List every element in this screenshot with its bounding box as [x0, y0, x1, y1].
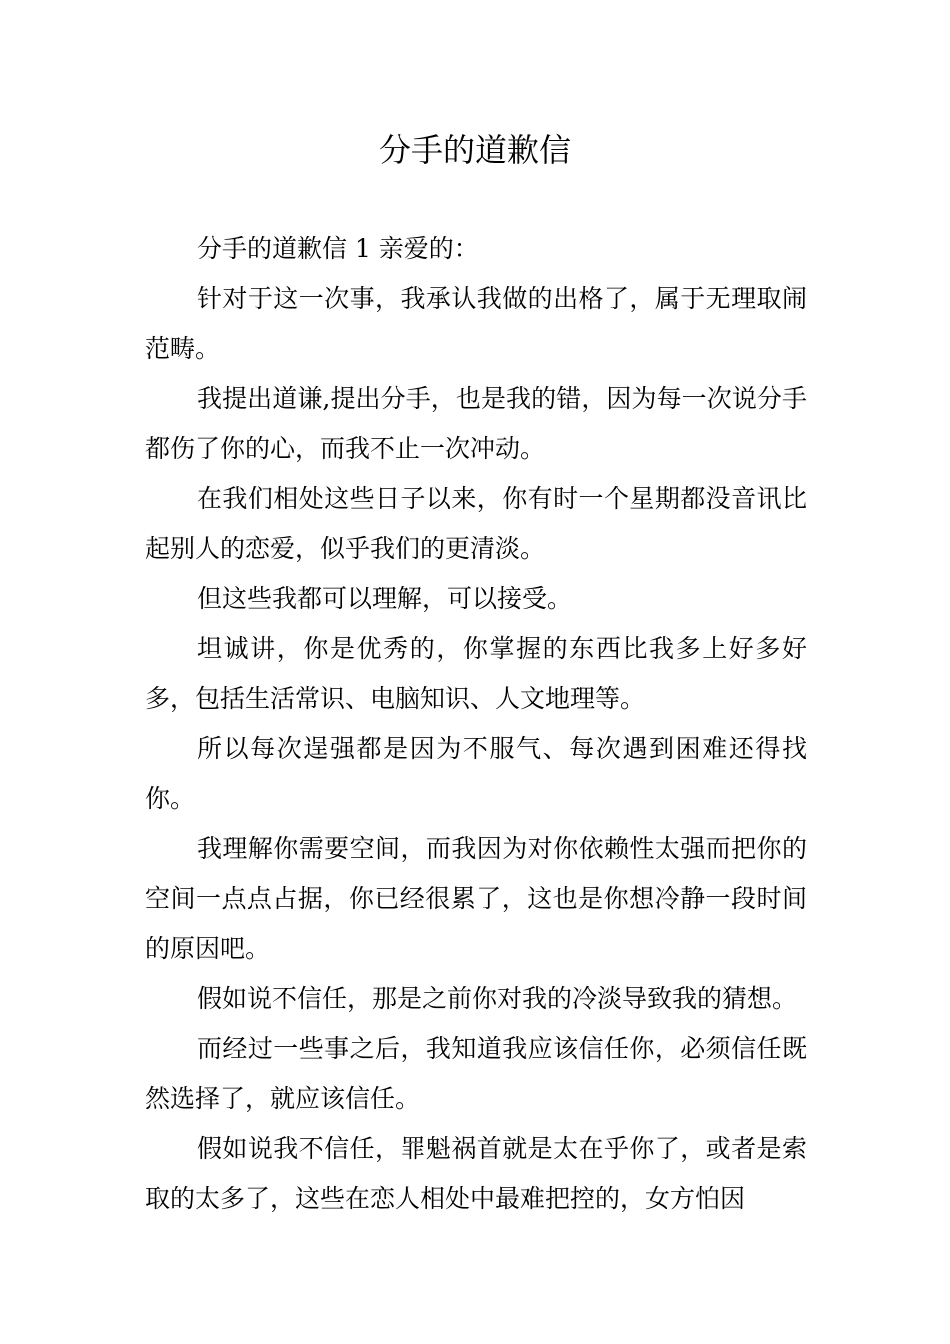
- paragraph: 所以每次逞强都是因为不服气、每次遇到困难还得找你。: [145, 734, 807, 813]
- paragraph: 假如说我不信任，罪魁祸首就是太在乎你了，或者是索取的太多了，这些在恋人相处中最难把控的，女方怕因: [145, 1134, 807, 1213]
- paragraph: 但这些我都可以理解，可以接受。: [197, 584, 573, 613]
- paragraph: 我提出道谦,提出分手，也是我的错，因为每一次说分手都伤了你的心，而我不止一次冲动。: [145, 384, 807, 463]
- paragraph: 假如说不信任，那是之前你对我的冷淡导致我的猜想。: [197, 984, 798, 1013]
- paragraph: 在我们相处这些日子以来，你有时一个星期都没音讯比起别人的恋爱，似乎我们的更清淡。: [145, 484, 807, 563]
- paragraph: 我理解你需要空间，而我因为对你依赖性太强而把你的空间一点点占据，你已经很累了，这也是你想冷静一段时间的原因吧。: [145, 834, 807, 963]
- paragraph: 而经过一些事之后，我知道我应该信任你，必须信任既然选择了，就应该信任。: [145, 1034, 807, 1113]
- paragraph: 针对于这一次事，我承认我做的出格了，属于无理取闹范畴。: [145, 284, 807, 363]
- paragraph: 坦诚讲，你是优秀的，你掌握的东西比我多上好多好多，包括生活常识、电脑知识、人文地理等。: [145, 634, 807, 713]
- paragraph: 分手的道歉信 1 亲爱的：: [197, 234, 479, 263]
- document-title: 分手的道歉信: [378, 131, 571, 169]
- document-body: [145, 224, 807, 1224]
